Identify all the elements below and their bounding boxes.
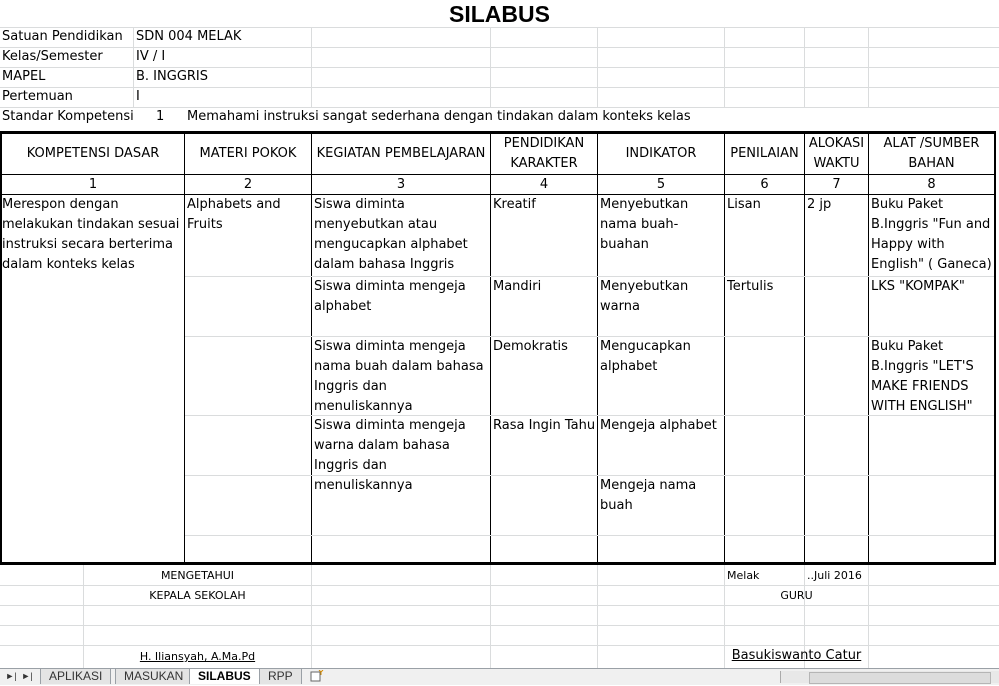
date-label: ..Juli 2016 [807, 569, 862, 582]
header-kegiatan: KEGIATAN PEMBELAJARAN [316, 146, 486, 161]
penilaian-cell[interactable]: Lisan [727, 197, 761, 212]
column-number: 5 [656, 177, 666, 192]
grid-line [724, 27, 725, 107]
kegiatan-cell[interactable]: Siswa diminta mengeja warna dalam bahasa Inggris dan menuliskannya [314, 418, 466, 493]
column-number: 6 [760, 177, 769, 192]
indikator-cell[interactable]: Mengeja nama buah [600, 478, 697, 513]
tab-silabus[interactable]: SILABUS [189, 669, 260, 684]
guru-signature-name: Basukiswanto Catur [731, 648, 862, 663]
kelas-value[interactable]: IV / I [136, 49, 166, 64]
indikator-cell[interactable]: Mengeja alphabet [600, 418, 717, 433]
kegiatan-cell[interactable]: Siswa diminta mengeja alphabet [314, 279, 466, 314]
header-kompetensi-dasar: KOMPETENSI DASAR [26, 146, 160, 161]
karakter-cell[interactable]: Demokratis [493, 339, 568, 354]
grid-line [597, 27, 598, 107]
grid-line [0, 625, 999, 626]
kegiatan-cell[interactable]: Siswa diminta mengeja nama buah dalam bahasa Inggris dan menuliskannya [314, 339, 484, 414]
grid-line [0, 87, 999, 88]
karakter-cell[interactable]: Mandiri [493, 279, 542, 294]
pertemuan-value[interactable]: I [136, 89, 140, 104]
column-divider [804, 134, 805, 562]
karakter-cell[interactable]: Rasa Ingin Tahu [493, 418, 596, 433]
header-pendidikan-karakter: PENDIDIKAN KARAKTER [503, 136, 585, 171]
column-divider [490, 134, 491, 562]
mengetahui-label: MENGETAHUI [160, 569, 235, 582]
pertemuan-label: Pertemuan [2, 89, 73, 104]
alat-cell[interactable]: LKS "KOMPAK" [871, 279, 965, 294]
column-divider [311, 134, 312, 562]
indikator-cell[interactable]: Mengucapkan alphabet [600, 339, 691, 374]
alat-cell[interactable]: Buku Paket B.Inggris "LET'S MAKE FRIENDS WITH ENGLISH" [871, 339, 974, 414]
grid-line [311, 27, 312, 107]
tab-aplikasi[interactable]: APLIKASI [40, 669, 111, 684]
table-border [994, 131, 996, 565]
penilaian-cell[interactable]: Tertulis [727, 279, 774, 294]
materi-pokok-cell[interactable]: Alphabets and Fruits [187, 197, 281, 232]
grid-line [185, 535, 994, 536]
tab-masukan[interactable]: MASUKAN [115, 669, 192, 684]
alokasi-cell[interactable]: 2 jp [807, 197, 832, 212]
grid-line [868, 27, 869, 107]
tab-rpp[interactable]: RPP [259, 669, 302, 684]
grid-line [490, 27, 491, 107]
karakter-cell[interactable]: Kreatif [493, 197, 536, 212]
page-title: SILABUS [449, 1, 550, 27]
header-alokasi-waktu: ALOKASI WAKTU [808, 136, 865, 171]
header-penilaian: PENILAIAN [730, 146, 799, 161]
guru-label: GURU [780, 589, 813, 602]
kompetensi-dasar-cell[interactable]: Merespon dengan melakukan tindakan sesuai instruksi secara berterima dalam konteks kelas [2, 197, 180, 272]
column-number: 1 [88, 177, 98, 192]
header-materi-pokok: MATERI POKOK [199, 146, 297, 161]
horizontal-scrollbar[interactable] [780, 671, 999, 683]
grid-line [804, 27, 805, 107]
scroll-prev-icon[interactable]: ►| [5, 671, 17, 681]
sk-label: Standar Kompetensi [2, 109, 134, 124]
mapel-label: MAPEL [2, 69, 46, 84]
column-number: 7 [832, 177, 841, 192]
column-number: 3 [396, 177, 406, 192]
grid-line [597, 565, 598, 668]
grid-line [868, 565, 869, 668]
scrollbar-thumb[interactable] [809, 672, 991, 684]
satuan-label: Satuan Pendidikan [2, 29, 123, 44]
indikator-cell[interactable]: Menyebutkan nama buah-buahan [600, 197, 689, 252]
header-indikator: INDIKATOR [625, 146, 697, 161]
sk-value[interactable]: Memahami instruksi sangat sederhana dengan tindakan dalam konteks kelas [187, 109, 691, 124]
grid-line [490, 565, 491, 668]
insert-sheet-icon[interactable] [309, 670, 325, 683]
column-number: 4 [539, 177, 549, 192]
kepsek-signature-name: H. Iliansyah, A.Ma.Pd [139, 650, 256, 663]
indikator-cell[interactable]: Menyebutkan warna [600, 279, 689, 314]
place-label: Melak [727, 569, 760, 582]
sheet-tab-bar [0, 668, 999, 685]
header-alat-sumber: ALAT /SUMBER BAHAN [883, 136, 980, 171]
scroll-next-icon[interactable]: ►| [21, 671, 33, 681]
grid-line [311, 565, 312, 668]
mapel-value[interactable]: B. INGGRIS [136, 69, 209, 84]
column-divider [597, 134, 598, 562]
column-divider [184, 134, 185, 562]
table-border [0, 562, 996, 565]
kepala-sekolah-label: KEPALA SEKOLAH [149, 589, 246, 602]
column-divider [868, 134, 869, 562]
satuan-value[interactable]: SDN 004 MELAK [136, 29, 242, 44]
kelas-label: Kelas/Semester [2, 49, 103, 64]
grid-line [133, 27, 134, 107]
sk-number[interactable]: 1 [156, 109, 165, 124]
grid-line [185, 475, 994, 476]
column-divider [724, 134, 725, 562]
column-number: 8 [927, 177, 936, 192]
column-number: 2 [243, 177, 253, 192]
alat-cell[interactable]: Buku Paket B.Inggris "Fun and Happy with English" ( Ganeca) [871, 197, 992, 272]
kegiatan-cell[interactable]: Siswa diminta menyebutkan atau mengucapkan alphabet dalam bahasa Inggris [314, 197, 468, 272]
